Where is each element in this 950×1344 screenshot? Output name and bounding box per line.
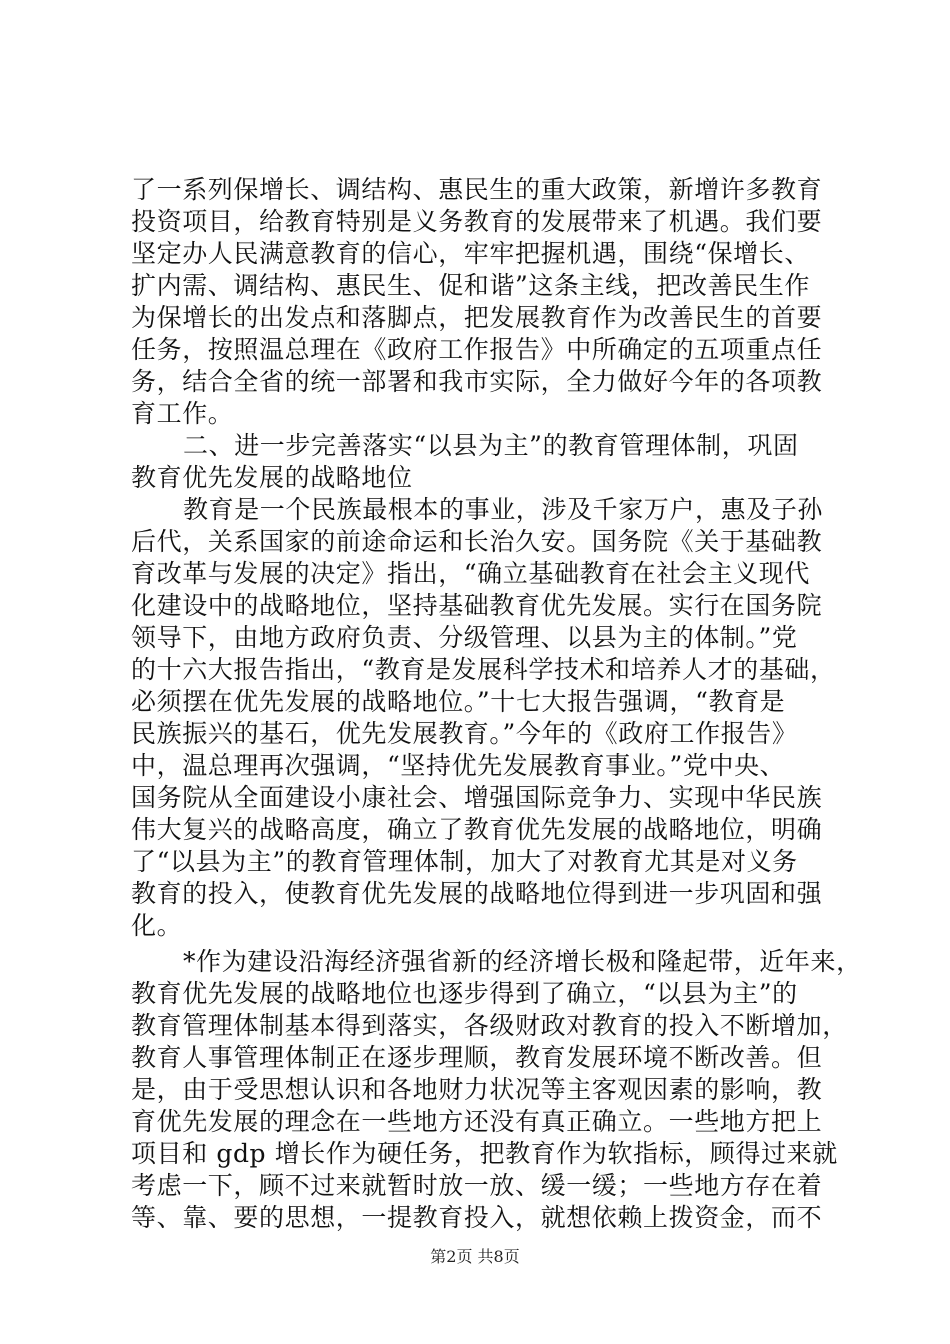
text-line: 化。 bbox=[131, 911, 183, 940]
text-line: 项目和 gdp 增长作为硬任务，把教育作为软指标，顾得过来就 bbox=[131, 1139, 838, 1168]
text-line: *作为建设沿海经济强省新的经济增长极和隆起带，近年来， bbox=[183, 947, 862, 976]
text-line: 育改革与发展的决定》指出，“确立基础教育在社会主义现代 bbox=[131, 559, 810, 588]
text-line: 等、靠、要的思想，一提教育投入，就想依赖上拨资金，而不 bbox=[131, 1203, 823, 1232]
text-line: 务，结合全省的统一部署和我市实际，全力做好今年的各项教 bbox=[131, 367, 823, 396]
text-line: 教育是一个民族最根本的事业，涉及千家万户，惠及子孙 bbox=[183, 495, 824, 524]
text-line: 扩内需、调结构、惠民生、促和谐”这条主线，把改善民生作 bbox=[131, 271, 810, 300]
text-line: 后代，关系国家的前途命运和长治久安。国务院《关于基础教 bbox=[131, 527, 823, 556]
text-line: 了“以县为主”的教育管理体制，加大了对教育尤其是对义务 bbox=[131, 847, 798, 876]
text-line: 中，温总理再次强调，“坚持优先发展教育事业。”党中央、 bbox=[131, 751, 786, 780]
text-line: 了一系列保增长、调结构、惠民生的重大政策，新增许多教育 bbox=[131, 175, 823, 204]
text-line: 的十六大报告指出，“教育是发展科学技术和培养人才的基础， bbox=[131, 655, 836, 684]
text-line: 考虑一下，顾不过来就暂时放一放、缓一缓；一些地方存在着 bbox=[131, 1171, 823, 1200]
text-line: 必须摆在优先发展的战略地位。”十七大报告强调，“教育是 bbox=[131, 687, 786, 716]
section-heading-line: 二、进一步完善落实“以县为主”的教育管理体制，巩固 bbox=[183, 431, 799, 460]
text-line: 坚定办人民满意教育的信心，牢牢把握机遇，围绕“保增长、 bbox=[131, 239, 810, 268]
text-line: 育工作。 bbox=[131, 399, 234, 428]
text-line: 教育优先发展的战略地位也逐步得到了确立，“以县为主”的 bbox=[131, 979, 798, 1008]
text-line: 化建设中的战略地位，坚持基础教育优先发展。实行在国务院 bbox=[131, 591, 823, 620]
document-body bbox=[131, 174, 862, 1234]
text-line: 领导下，由地方政府负责、分级管理、以县为主的体制。”党 bbox=[131, 623, 798, 652]
text-line: 为保增长的出发点和落脚点，把发展教育作为改善民生的首要 bbox=[131, 303, 823, 332]
text-line: 育优先发展的理念在一些地方还没有真正确立。一些地方把上 bbox=[131, 1107, 823, 1136]
page-number-footer: 第2页 共8页 bbox=[430, 1247, 520, 1266]
text-line: 民族振兴的基石，优先发展教育。”今年的《政府工作报告》 bbox=[131, 719, 798, 748]
text-line: 教育的投入，使教育优先发展的战略地位得到进一步巩固和强 bbox=[131, 879, 823, 908]
text-line: 教育人事管理体制正在逐步理顺，教育发展环境不断改善。但 bbox=[131, 1043, 823, 1072]
section-heading-line: 教育优先发展的战略地位 bbox=[131, 463, 413, 492]
text-line: 伟大复兴的战略高度，确立了教育优先发展的战略地位，明确 bbox=[131, 815, 823, 844]
text-line: 投资项目，给教育特别是义务教育的发展带来了机遇。我们要 bbox=[131, 207, 823, 236]
text-line: 是，由于受思想认识和各地财力状况等主客观因素的影响，教 bbox=[131, 1075, 823, 1104]
text-line: 教育管理体制基本得到落实，各级财政对教育的投入不断增加， bbox=[131, 1011, 848, 1040]
text-line: 任务，按照温总理在《政府工作报告》中所确定的五项重点任 bbox=[131, 335, 823, 364]
text-line: 国务院从全面建设小康社会、增强国际竞争力、实现中华民族 bbox=[131, 783, 823, 812]
